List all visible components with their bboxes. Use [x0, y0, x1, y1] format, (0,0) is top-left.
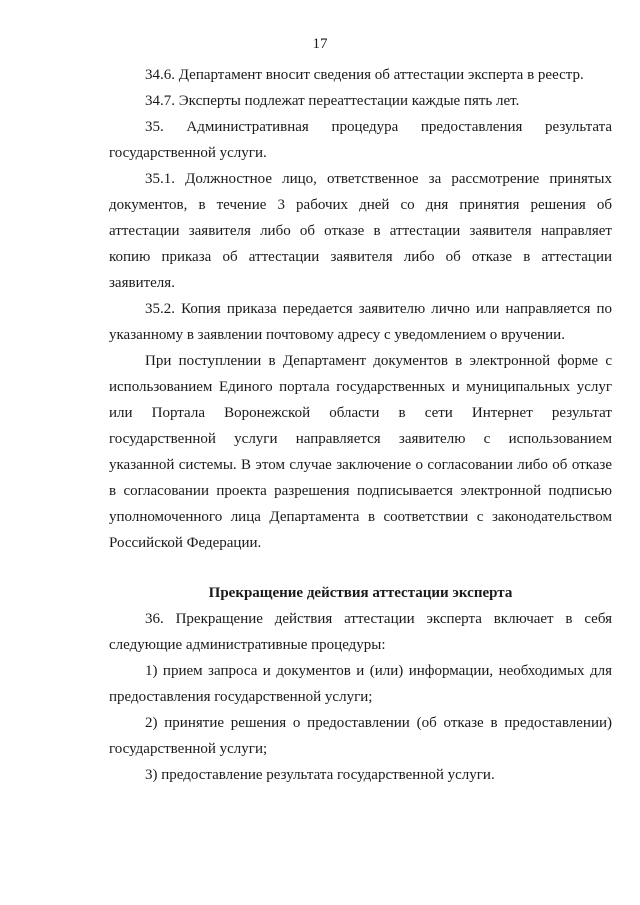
text-line: 36. Прекращение действия аттестации эксперта включает в себя — [145, 611, 612, 627]
text-line: государственной услуги; — [109, 741, 268, 757]
text-line: копию приказа об аттестации заявителя либо об отказе в аттестации — [109, 249, 612, 265]
text-line: 34.7. Эксперты подлежат переаттестации каждые пять лет. — [145, 93, 520, 109]
text-line: 3) предоставление результата государственной услуги. — [145, 767, 495, 783]
text-line: или Портала Воронежской области в сети Интернет результат — [109, 405, 612, 421]
text-line: документов, в течение 3 рабочих дней со дня принятия решения об — [109, 197, 612, 213]
text-line: предоставления государственной услуги; — [109, 689, 373, 705]
text-line: 35.2. Копия приказа передается заявителю лично или направляется по — [145, 301, 612, 317]
text-line: использованием Единого портала государственных и муниципальных услуг — [109, 379, 612, 395]
text-line: указанной системы. В этом случае заключение о согласовании либо об отказе — [109, 457, 612, 473]
text-line: 2) принятие решения о предоставлении (об отказе в предоставлении) — [145, 715, 612, 731]
page-number: 17 — [312, 36, 328, 52]
text-line: 35.1. Должностное лицо, ответственное за рассмотрение принятых — [145, 171, 612, 187]
section-heading: Прекращение действия аттестации эксперта — [208, 585, 513, 601]
text-line: аттестации заявителя либо об отказе в аттестации заявителя направляет — [109, 223, 612, 239]
section-spacer — [109, 560, 612, 584]
text-line: Российской Федерации. — [109, 535, 262, 551]
text-line: указанному в заявлении почтовому адресу с уведомлением о вручении. — [109, 327, 565, 343]
text-line: государственной услуги. — [109, 145, 267, 161]
text-line: 34.6. Департамент вносит сведения об аттестации эксперта в реестр. — [145, 67, 584, 83]
text-line: в согласовании проекта разрешения подписывается электронной подписью — [109, 483, 612, 499]
document-body — [109, 66, 612, 792]
text-line: заявителя. — [109, 275, 175, 291]
text-line: следующие административные процедуры: — [109, 637, 386, 653]
text-line: При поступлении в Департамент документов в электронной форме с — [145, 353, 612, 369]
text-line: 1) прием запроса и документов и (или) информации, необходимых для — [145, 663, 612, 679]
text-line: 35. Административная процедура предоставления результата — [145, 119, 612, 135]
text-line: государственной услуги направляется заявителю с использованием — [109, 431, 612, 447]
text-line: уполномоченного лица Департамента в соответствии с законодательством — [109, 509, 612, 525]
